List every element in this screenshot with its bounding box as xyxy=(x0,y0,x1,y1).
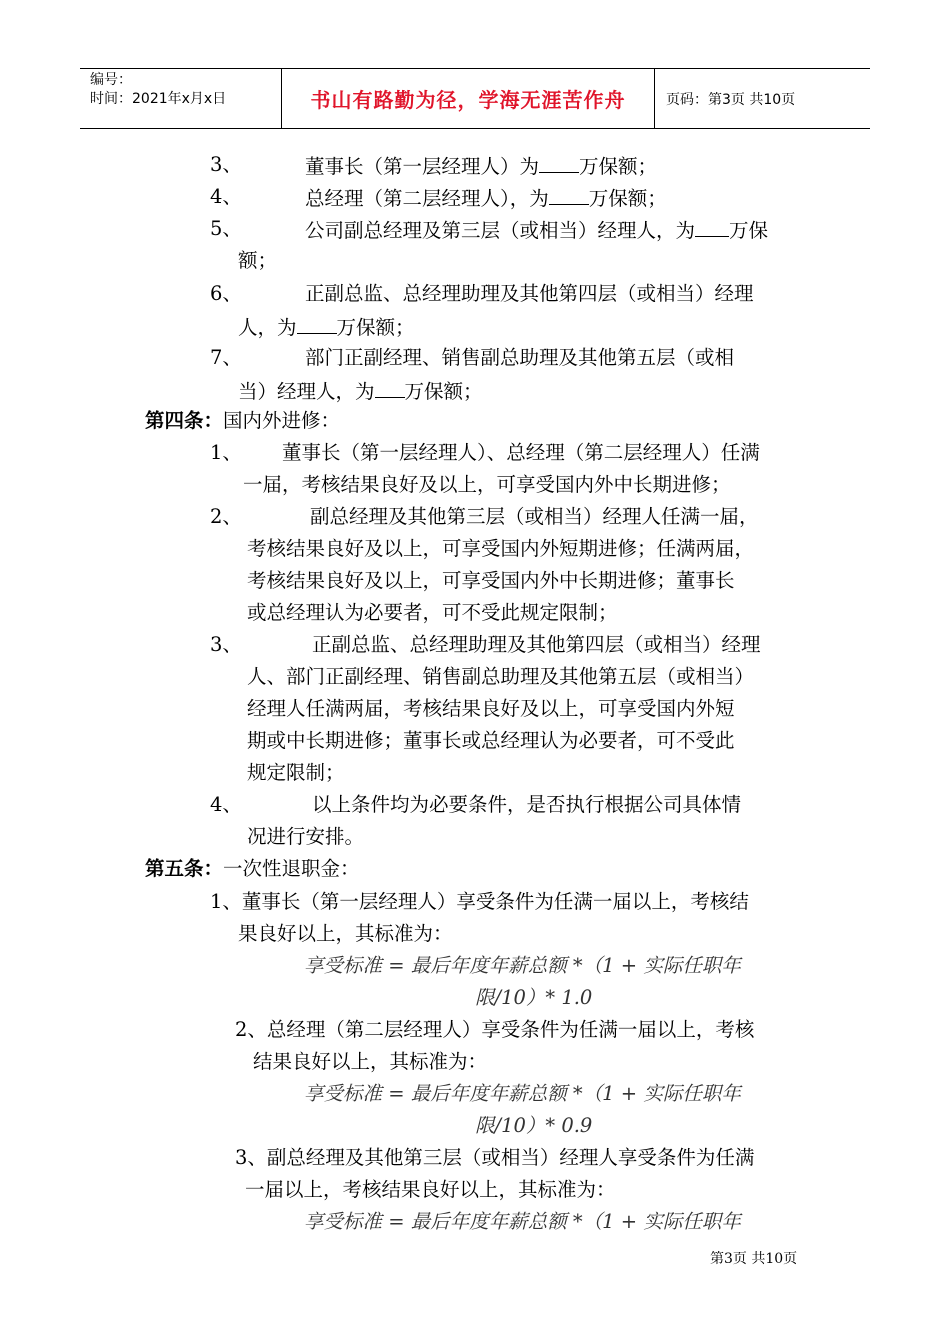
item-text-part: 万保额； xyxy=(404,380,483,403)
item-number: 4、 xyxy=(210,185,242,208)
item-text-part: 万保额； xyxy=(336,316,415,339)
header-page-info: 页码：第3页 共10页 xyxy=(666,91,796,108)
serial-number-label: 编号： xyxy=(90,72,132,88)
fill-blank xyxy=(695,216,729,237)
item-text-continued xyxy=(238,377,483,403)
formula-line: 享受标准 = 最后年度年薪总额 *（1 + 实际任职年 xyxy=(304,1082,741,1105)
item-text-continued: 额； xyxy=(238,249,278,272)
item-text: 部门正副经理、销售副总助理及其他第五层（或相 xyxy=(305,346,735,369)
header-motto: 书山有路勤为径，学海无涯苦作舟 xyxy=(282,69,655,128)
item-text-part: 万保额； xyxy=(579,155,658,178)
item-number: 5、 xyxy=(210,217,242,240)
item-text-continued: 况进行安排。 xyxy=(247,825,365,848)
item-number: 1、 xyxy=(210,441,242,464)
item-text: 以上条件均为必要条件，是否执行根据公司具体情 xyxy=(312,793,742,816)
date-label: 时间：2021年x月x日 xyxy=(90,91,227,107)
article-number: 第四条： xyxy=(145,409,224,432)
article-heading xyxy=(145,856,360,882)
item-text-continued: 经理人任满两届，考核结果良好及以上，可享受国内外短 xyxy=(247,697,735,720)
fill-blank xyxy=(549,184,589,205)
fill-blank xyxy=(297,313,337,334)
item-text-continued xyxy=(238,313,415,339)
item-text-continued: 一届，考核结果良好及以上，可享受国内外中长期进修； xyxy=(243,473,731,496)
formula-line: 享受标准 = 最后年度年薪总额 *（1 + 实际任职年 xyxy=(304,954,741,977)
item-text-continued: 规定限制； xyxy=(247,761,345,784)
item-number: 2、 xyxy=(210,505,242,528)
item-number: 4、 xyxy=(210,793,242,816)
header-meta xyxy=(80,69,282,128)
item-text-part: 公司副总经理及第三层（或相当）经理人，为 xyxy=(305,219,696,242)
document-header xyxy=(80,68,870,129)
fill-blank xyxy=(375,377,405,398)
item-text-part: 总经理（第二层经理人），为 xyxy=(305,187,549,210)
article-number: 第五条： xyxy=(145,857,224,880)
item-text-continued: 结果良好以上，其标准为： xyxy=(253,1050,488,1073)
item-text xyxy=(305,184,667,210)
item-text: 正副总监、总经理助理及其他第四层（或相当）经理 xyxy=(305,282,754,305)
item-text-part: 万保额； xyxy=(588,187,667,210)
item-text-part: 当）经理人，为 xyxy=(238,380,375,403)
item-text-part: 董事长（第一层经理人）为 xyxy=(305,155,540,178)
item-text: 副总经理及其他第三层（或相当）经理人任满一届， xyxy=(310,505,759,528)
formula-line: 限/10）* 1.0 xyxy=(475,986,593,1009)
item-text-part: 人，为 xyxy=(238,316,297,339)
formula-line: 享受标准 = 最后年度年薪总额 *（1 + 实际任职年 xyxy=(304,1210,741,1233)
item-number: 7、 xyxy=(210,346,242,369)
item-number: 6、 xyxy=(210,282,242,305)
item-text xyxy=(305,152,657,178)
item-text-continued: 一届以上，考核结果良好以上，其标准为： xyxy=(245,1178,616,1201)
item-text-continued: 考核结果良好及以上，可享受国内外短期进修；任满两届， xyxy=(247,537,755,560)
item-text-continued: 果良好以上，其标准为： xyxy=(238,922,453,945)
item-text: 2、总经理（第二层经理人）享受条件为任满一届以上，考核 xyxy=(235,1018,755,1041)
item-text-part: 万保 xyxy=(729,219,769,242)
item-number: 3、 xyxy=(210,153,242,176)
formula-line: 限/10）* 0.9 xyxy=(475,1114,593,1137)
item-text: 3、副总经理及其他第三层（或相当）经理人享受条件为任满 xyxy=(235,1146,755,1169)
item-text-continued: 人、部门正副经理、销售副总助理及其他第五层（或相当） xyxy=(247,665,755,688)
article-title: 一次性退职金： xyxy=(223,857,360,880)
item-text: 1、董事长（第一层经理人）享受条件为任满一届以上，考核结 xyxy=(210,890,749,913)
item-text-continued: 考核结果良好及以上，可享受国内外中长期进修；董事长 xyxy=(247,569,735,592)
item-text xyxy=(305,216,768,242)
page-footer: 第3页 共10页 xyxy=(710,1251,798,1267)
article-title: 国内外进修： xyxy=(223,409,341,432)
item-text: 董事长（第一层经理人）、总经理（第二层经理人）任满 xyxy=(282,441,760,464)
fill-blank xyxy=(539,152,579,173)
item-number: 3、 xyxy=(210,633,242,656)
item-text: 正副总监、总经理助理及其他第四层（或相当）经理 xyxy=(312,633,761,656)
item-text-continued: 或总经理认为必要者，可不受此规定限制； xyxy=(247,601,618,624)
article-heading xyxy=(145,408,340,434)
item-text-continued: 期或中长期进修；董事长或总经理认为必要者，可不受此 xyxy=(247,729,735,752)
